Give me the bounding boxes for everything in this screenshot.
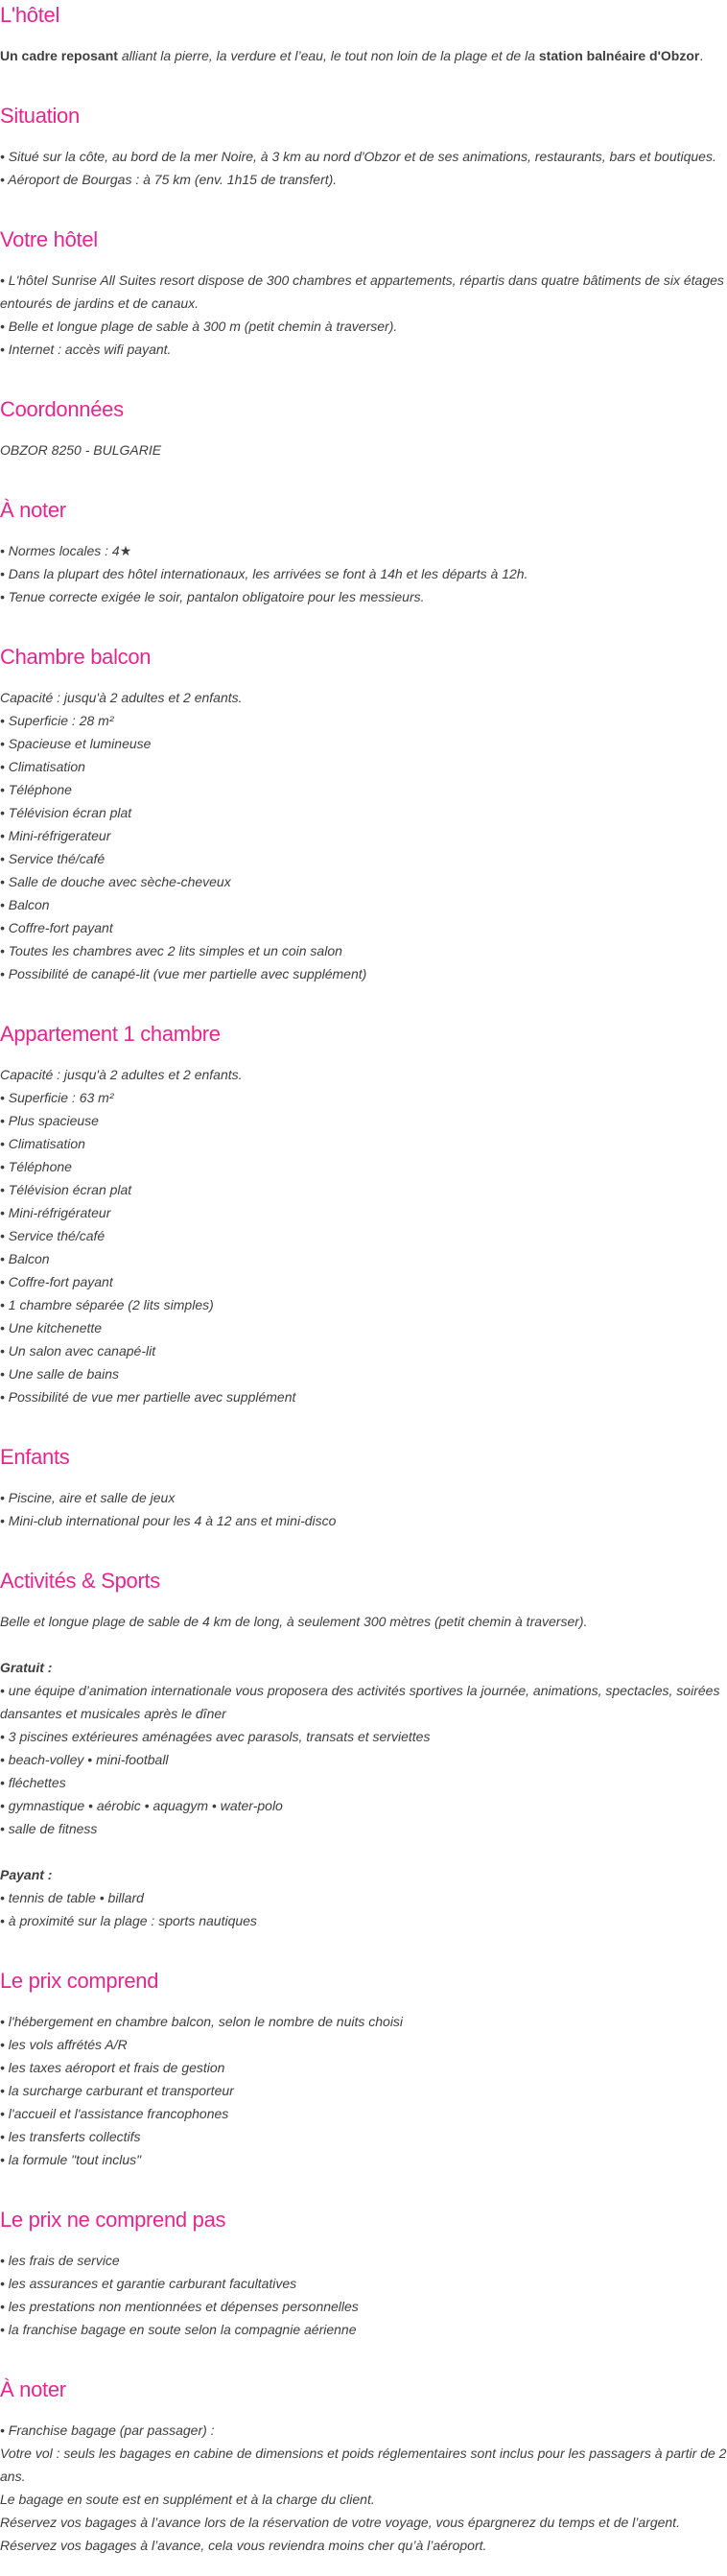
section-body-coordonnees — [0, 438, 727, 461]
list-item: • Télévision écran plat — [0, 1182, 132, 1197]
section-prix-comprend — [0, 1966, 727, 2171]
list-item: • Service thé/café — [0, 851, 106, 866]
list-item: • Salle de douche avec sèche-cheveux — [0, 874, 231, 889]
list-item: • la franchise bagage en soute selon la compagnie aérienne — [0, 2322, 357, 2337]
section-situation — [0, 101, 727, 191]
list-item: • l'hébergement en chambre balcon, selon le nombre de nuits choisi — [0, 2014, 404, 2029]
section-appartement — [0, 1019, 727, 1408]
section-title-votre-hotel: Votre hôtel — [0, 227, 98, 251]
section-title-situation: Situation — [0, 104, 80, 128]
list-item: • la surcharge carburant et transporteur — [0, 2083, 234, 2098]
section-body-enfants — [0, 1486, 727, 1532]
hotel-intro-text-1: alliant la pierre, la verdure et l’eau, le tout non loin de la plage et de la — [117, 48, 539, 63]
section-body-prix-comprend — [0, 2010, 727, 2171]
list-item: • Téléphone — [0, 1159, 72, 1174]
section-body-appartement — [0, 1063, 727, 1408]
section-title-appartement: Appartement 1 chambre — [0, 1022, 221, 1046]
list-item: Le bagage en soute est en supplément et à la charge du client. — [0, 2492, 375, 2507]
section-title-prix-ne-comprend-pas: Le prix ne comprend pas — [0, 2208, 226, 2232]
section-title-prix-comprend: Le prix comprend — [0, 1969, 159, 1993]
section-enfants — [0, 1442, 727, 1532]
list-item: Réservez vos bagages à l’avance lors de la réservation de votre voyage, vous épargnerez du temps et de l’argent. — [0, 2515, 680, 2530]
list-item: • une équipe d’animation internationale vous proposera des activités sportives la journée, animations, spectacles, soirées dansantes et musicales après le dîner — [0, 1683, 720, 1721]
list-item: • Climatisation — [0, 1136, 85, 1151]
list-item: • Balcon — [0, 1251, 50, 1266]
list-item: • Superficie : 28 m² — [0, 713, 114, 728]
list-item: Capacité : jusqu'à 2 adultes et 2 enfants. — [0, 690, 243, 705]
gratuit-label: Gratuit : — [0, 1660, 53, 1675]
list-item: • Internet : accès wifi payant. — [0, 342, 172, 357]
section-a-noter-2 — [0, 2375, 727, 2557]
section-hotel — [0, 0, 727, 67]
list-item: • Mini-réfrigérateur — [0, 1205, 111, 1220]
section-a-noter-1 — [0, 495, 727, 608]
list-item: • Belle et longue plage de sable à 300 m (petit chemin à traverser). — [0, 319, 398, 334]
hotel-intro-bold-2: station balnéaire d'Obzor — [538, 48, 700, 63]
list-item: • Toutes les chambres avec 2 lits simples et un coin salon — [0, 943, 342, 958]
list-item: • Coffre-fort payant — [0, 1274, 113, 1289]
section-body-chambre-balcon — [0, 686, 727, 985]
section-title-coordonnees: Coordonnées — [0, 397, 124, 421]
section-prix-ne-comprend-pas — [0, 2205, 727, 2341]
list-item: • Dans la plupart des hôtel internationaux, les arrivées se font à 14h et les départs à 12h. — [0, 566, 528, 581]
list-item: • Piscine, aire et salle de jeux — [0, 1490, 176, 1505]
list-item: • les frais de service — [0, 2253, 120, 2268]
section-title-activites: Activités & Sports — [0, 1569, 160, 1593]
list-item: • Balcon — [0, 897, 50, 912]
list-item: OBZOR 8250 - BULGARIE — [0, 442, 162, 458]
section-title-enfants: Enfants — [0, 1445, 70, 1469]
section-title-a-noter-2: À noter — [0, 2377, 66, 2401]
list-item: • Superficie : 63 m² — [0, 1090, 114, 1105]
hotel-intro-text-2: . — [699, 48, 704, 63]
list-item: • fléchettes — [0, 1775, 66, 1790]
section-title-hotel: L'hôtel — [0, 3, 60, 27]
list-item: • Mini-réfrigerateur — [0, 828, 111, 843]
list-item: • les transferts collectifs — [0, 2129, 141, 2144]
list-item: • les assurances et garantie carburant facultatives — [0, 2276, 297, 2291]
list-item: • beach-volley • mini-football — [0, 1752, 169, 1767]
list-item: • les taxes aéroport et frais de gestion — [0, 2060, 225, 2075]
list-item: • les vols affrétés A/R — [0, 2037, 128, 2052]
section-coordonnees — [0, 394, 727, 461]
section-chambre-balcon — [0, 642, 727, 985]
list-item: • Spacieuse et lumineuse — [0, 736, 152, 751]
list-item: • L'hôtel Sunrise All Suites resort dispose de 300 chambres et appartements, répartis dans quatre bâtiments de six étages entourés de jardins et de canaux. — [0, 272, 724, 311]
list-item: • les prestations non mentionnées et dépenses personnelles — [0, 2299, 359, 2314]
section-title-chambre-balcon: Chambre balcon — [0, 645, 152, 669]
list-item: • Possibilité de vue mer partielle avec supplément — [0, 1389, 296, 1405]
list-item: Capacité : jusqu'à 2 adultes et 2 enfants. — [0, 1067, 243, 1082]
list-item: Votre vol : seuls les bagages en cabine de dimensions et poids réglementaires sont inclus pour les passagers à partir de 2 ans. — [0, 2446, 727, 2484]
list-item: • Climatisation — [0, 759, 85, 774]
list-item: • Normes locales : 4★ — [0, 543, 132, 558]
section-body-prix-ne-comprend-pas — [0, 2249, 727, 2341]
list-item: • Service thé/café — [0, 1228, 106, 1243]
section-body-situation — [0, 145, 727, 191]
section-body-a-noter-1 — [0, 539, 727, 608]
list-item: • Mini-club international pour les 4 à 12 ans et mini-disco — [0, 1513, 337, 1528]
gratuit-list — [0, 1679, 727, 1840]
section-body-activites — [0, 1610, 727, 1932]
list-item: • la formule "tout inclus" — [0, 2152, 142, 2167]
list-item: • l'accueil et l'assistance francophones — [0, 2106, 229, 2121]
list-item: • à proximité sur la plage : sports nautiques — [0, 1913, 257, 1928]
list-item: • Coffre-fort payant — [0, 920, 113, 935]
hotel-intro-bold-1: Un cadre reposant — [0, 48, 118, 63]
list-item: • Une kitchenette — [0, 1320, 103, 1335]
section-body-hotel — [0, 44, 727, 67]
list-item: • Une salle de bains — [0, 1366, 119, 1382]
section-title-a-noter-1: À noter — [0, 498, 66, 522]
list-item: • 1 chambre séparée (2 lits simples) — [0, 1297, 214, 1312]
payant-label: Payant : — [0, 1867, 53, 1882]
list-item: • Franchise bagage (par passager) : — [0, 2422, 215, 2438]
payant-list — [0, 1886, 727, 1932]
section-votre-hotel — [0, 225, 727, 361]
list-item: • tennis de table • billard — [0, 1890, 144, 1905]
list-item: • 3 piscines extérieures aménagées avec parasols, transats et serviettes — [0, 1729, 431, 1744]
activites-intro: Belle et longue plage de sable de 4 km de long, à seulement 300 mètres (petit chemin à traverser). — [0, 1614, 588, 1629]
hotel-intro — [0, 44, 727, 67]
list-item: • Un salon avec canapé-lit — [0, 1343, 156, 1359]
list-item: Réservez vos bagages à l’avance, cela vous reviendra moins cher qu’à l’aéroport. — [0, 2538, 487, 2553]
section-activites — [0, 1566, 727, 1932]
list-item: • Tenue correcte exigée le soir, pantalon obligatoire pour les messieurs. — [0, 589, 425, 604]
list-item: • Aéroport de Bourgas : à 75 km (env. 1h15 de transfert). — [0, 172, 338, 187]
list-item: • Plus spacieuse — [0, 1113, 99, 1128]
list-item: • salle de fitness — [0, 1821, 98, 1836]
section-body-votre-hotel — [0, 269, 727, 361]
list-item: • gymnastique • aérobic • aquagym • water-polo — [0, 1798, 283, 1813]
list-item: • Télévision écran plat — [0, 805, 132, 820]
section-body-a-noter-2 — [0, 2419, 727, 2557]
list-item: • Téléphone — [0, 782, 72, 797]
list-item: • Situé sur la côte, au bord de la mer Noire, à 3 km au nord d'Obzor et de ses animations, restaurants, bars et boutiques. — [0, 149, 716, 164]
list-item: • Possibilité de canapé-lit (vue mer partielle avec supplément) — [0, 966, 367, 981]
